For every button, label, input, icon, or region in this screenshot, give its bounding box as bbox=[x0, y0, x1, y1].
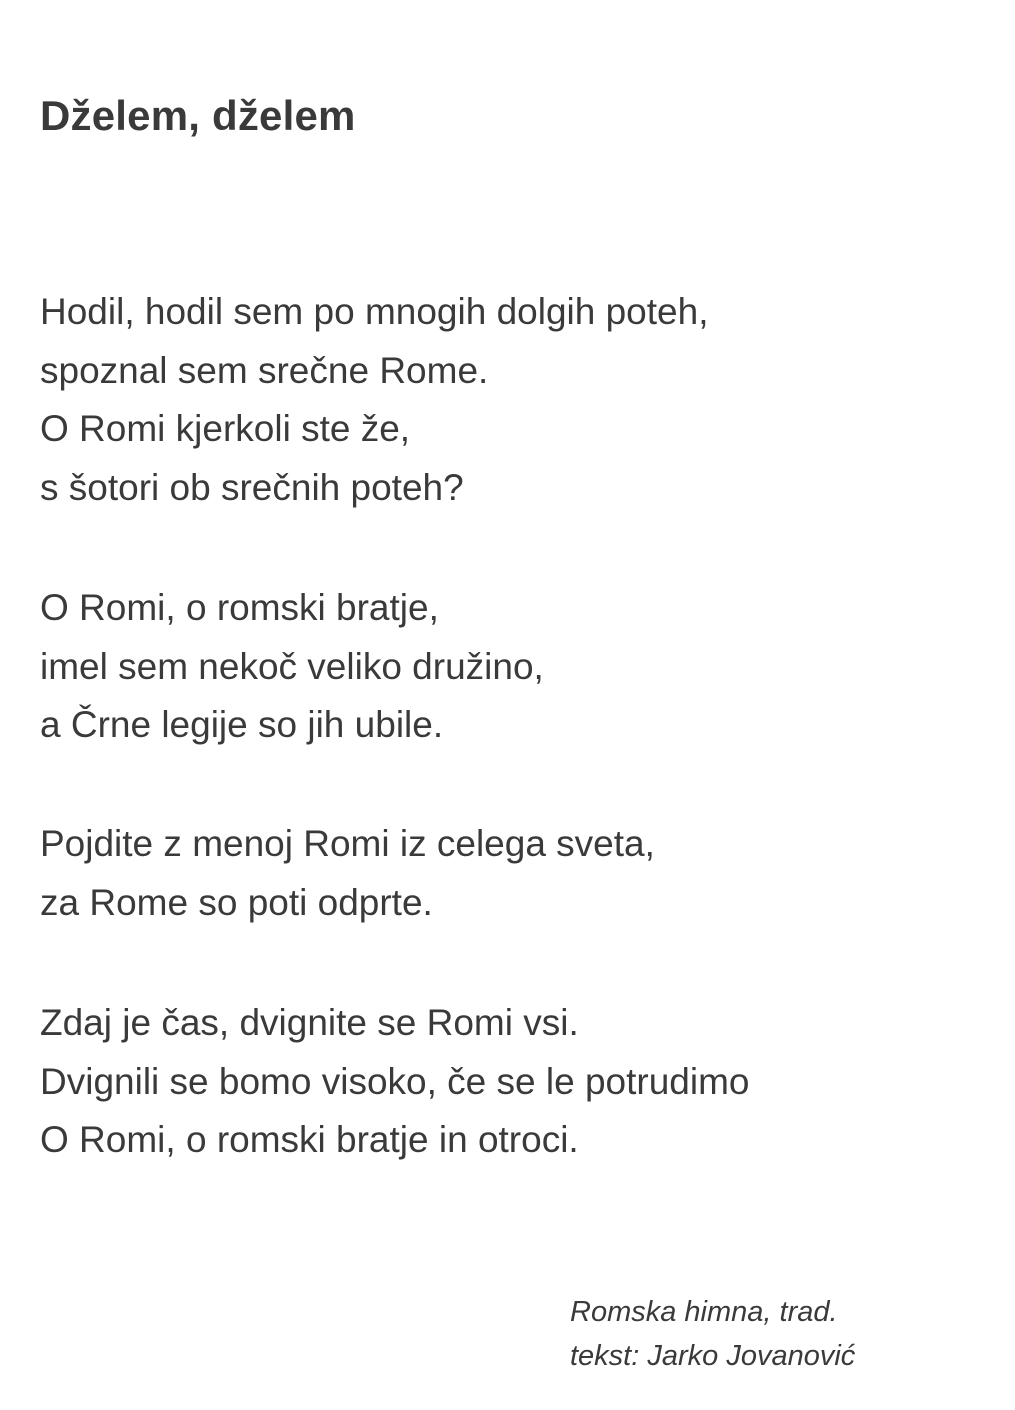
stanza-4 bbox=[40, 994, 750, 1170]
attribution-author: tekst: Jarko Jovanović bbox=[570, 1340, 856, 1372]
verse-line: Hodil, hodil sem po mnogih dolgih poteh, bbox=[40, 291, 709, 332]
verse-line: imel sem nekoč veliko družino, bbox=[40, 645, 544, 687]
verse-line: O Romi kjerkoli ste že, bbox=[40, 408, 411, 449]
stanza-1 bbox=[40, 283, 708, 517]
attribution-source: Romska himna, trad. bbox=[570, 1296, 838, 1328]
stanza-2 bbox=[40, 579, 544, 755]
verse-line: Pojdite z menoj Romi iz celega sveta, bbox=[40, 823, 655, 864]
attribution bbox=[570, 1290, 855, 1378]
verse-line: O Romi, o romski bratje in otroci. bbox=[40, 1119, 579, 1160]
verse-line: a Črne legije so jih ubile. bbox=[40, 704, 444, 745]
verse-line: Dvignili se bomo visoko, če se le potrudimo bbox=[40, 1060, 750, 1102]
verse-line: spoznal sem srečne Rome. bbox=[40, 349, 489, 391]
verse-line: za Rome so poti odprte. bbox=[40, 881, 433, 923]
verse-line: s šotori ob srečnih poteh? bbox=[40, 466, 464, 508]
verse-line: O Romi, o romski bratje, bbox=[40, 587, 439, 628]
poem-title: Dželem, dželem bbox=[40, 92, 356, 139]
verse-line: Zdaj je čas, dvignite se Romi vsi. bbox=[40, 1002, 579, 1043]
stanza-3 bbox=[40, 815, 655, 932]
